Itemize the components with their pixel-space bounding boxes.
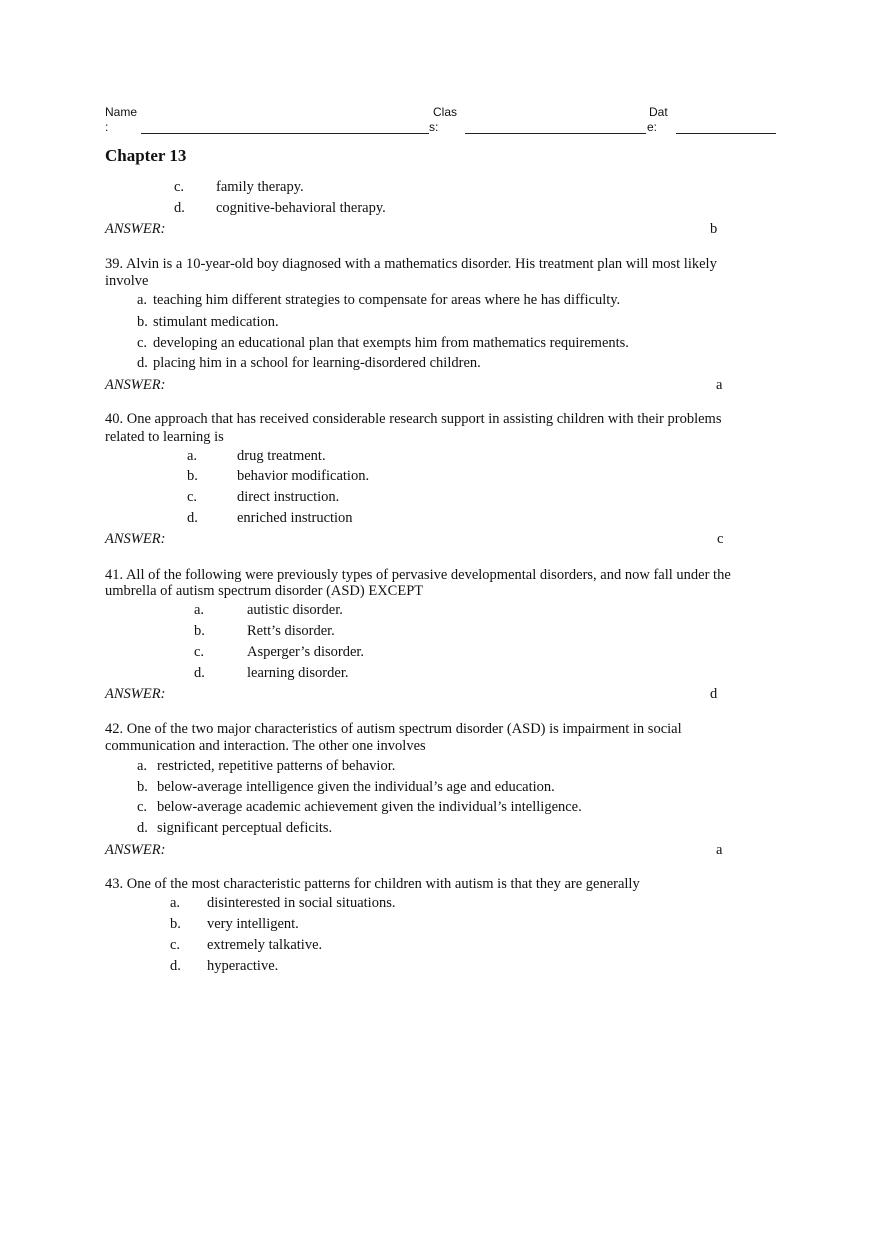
option-text: cognitive-behavioral therapy. bbox=[216, 200, 386, 216]
option-text: below-average intelligence given the individual’s age and education. bbox=[157, 779, 555, 795]
answer-value: b bbox=[710, 221, 718, 237]
option-letter: d. bbox=[137, 355, 148, 371]
option-text: drug treatment. bbox=[237, 448, 326, 464]
option-text: autistic disorder. bbox=[247, 602, 343, 618]
option-text: very intelligent. bbox=[207, 916, 299, 932]
class-label: Clas bbox=[433, 105, 458, 119]
option-text: behavior modification. bbox=[237, 468, 370, 484]
option-text: direct instruction. bbox=[237, 489, 340, 505]
question-stem: 41. All of the following were previously types of pervasive developmental disorders, and now fall under the bbox=[105, 567, 731, 583]
option-letter: a. bbox=[137, 292, 148, 308]
option-letter: b. bbox=[137, 779, 148, 795]
class-label-suffix: s: bbox=[429, 120, 439, 134]
answer-label: ANSWER: bbox=[105, 686, 166, 702]
option-text: developing an educational plan that exempts him from mathematics requirements. bbox=[153, 335, 629, 351]
option-letter: c. bbox=[187, 489, 198, 505]
option-text: placing him in a school for learning-disordered children. bbox=[153, 355, 481, 371]
answer-label: ANSWER: bbox=[105, 842, 166, 858]
class-field[interactable] bbox=[465, 133, 646, 134]
option-text: Asperger’s disorder. bbox=[247, 644, 365, 660]
question-stem-cont: communication and interaction. The other one involves bbox=[105, 738, 426, 754]
option-letter: b. bbox=[170, 916, 181, 932]
option-letter: d. bbox=[174, 200, 185, 216]
option-letter: b. bbox=[187, 468, 198, 484]
option-letter: c. bbox=[174, 179, 185, 195]
question-stem: 43. One of the most characteristic patterns for children with autism is that they are generally bbox=[105, 876, 640, 892]
answer-value: a bbox=[716, 842, 723, 858]
option-text: extremely talkative. bbox=[207, 937, 323, 953]
option-text: stimulant medication. bbox=[153, 314, 279, 330]
option-text: hyperactive. bbox=[207, 958, 279, 974]
question-stem: 39. Alvin is a 10-year-old boy diagnosed with a mathematics disorder. His treatment plan will most likely bbox=[105, 256, 717, 272]
date-label: Dat bbox=[649, 105, 668, 119]
option-letter: a. bbox=[137, 758, 148, 774]
option-letter: c. bbox=[170, 937, 181, 953]
option-letter: b. bbox=[137, 314, 148, 330]
option-letter: a. bbox=[187, 448, 198, 464]
option-letter: b. bbox=[194, 623, 205, 639]
question-stem-cont: involve bbox=[105, 273, 149, 289]
option-letter: c. bbox=[137, 335, 148, 351]
option-letter: c. bbox=[194, 644, 205, 660]
option-text: family therapy. bbox=[216, 179, 304, 195]
answer-label: ANSWER: bbox=[105, 531, 166, 547]
name-label: Name bbox=[105, 105, 138, 119]
option-letter: d. bbox=[137, 820, 148, 836]
date-field[interactable] bbox=[676, 133, 776, 134]
option-letter: c. bbox=[137, 799, 148, 815]
option-text: Rett’s disorder. bbox=[247, 623, 335, 639]
name-field[interactable] bbox=[141, 133, 429, 134]
option-text: teaching him different strategies to compensate for areas where he has difficulty. bbox=[153, 292, 621, 308]
answer-label: ANSWER: bbox=[105, 221, 166, 237]
option-text: disinterested in social situations. bbox=[207, 895, 396, 911]
option-text: restricted, repetitive patterns of behavior. bbox=[157, 758, 396, 774]
option-letter: d. bbox=[170, 958, 181, 974]
option-text: enriched instruction bbox=[237, 510, 353, 526]
question-stem: 42. One of the two major characteristics of autism spectrum disorder (ASD) is impairment in social bbox=[105, 721, 682, 737]
option-letter: d. bbox=[187, 510, 198, 526]
name-label-colon: : bbox=[105, 120, 109, 134]
date-label-suffix: e: bbox=[647, 120, 658, 134]
answer-value: a bbox=[716, 377, 723, 393]
option-letter: d. bbox=[194, 665, 205, 681]
question-stem: 40. One approach that has received considerable research support in assisting children with their problems bbox=[105, 411, 722, 427]
option-letter: a. bbox=[194, 602, 205, 618]
answer-value: c bbox=[717, 531, 724, 547]
question-stem-cont: related to learning is bbox=[105, 429, 224, 445]
answer-value: d bbox=[710, 686, 718, 702]
answer-label: ANSWER: bbox=[105, 377, 166, 393]
chapter-title: Chapter 13 bbox=[105, 146, 187, 165]
option-text: below-average academic achievement given the individual’s intelligence. bbox=[157, 799, 582, 815]
option-text: significant perceptual deficits. bbox=[157, 820, 333, 836]
question-stem-cont: umbrella of autism spectrum disorder (ASD) EXCEPT bbox=[105, 583, 424, 599]
option-letter: a. bbox=[170, 895, 181, 911]
option-text: learning disorder. bbox=[247, 665, 349, 681]
